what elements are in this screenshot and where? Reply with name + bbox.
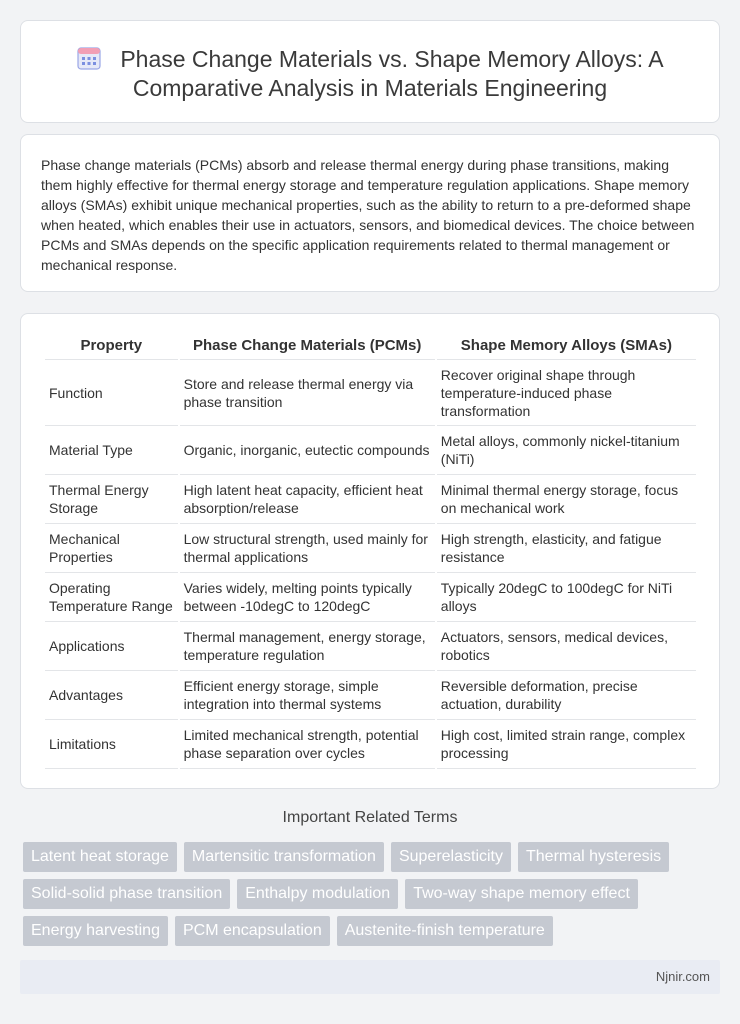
comparison-table: [43, 334, 698, 769]
table-cell-sma: Recover original shape through temperature-induced phase transformation: [437, 360, 696, 426]
calendar-grid-icon: [76, 45, 102, 71]
table-row: [45, 426, 696, 475]
table-cell-sma: High cost, limited strain range, complex processing: [437, 720, 696, 769]
table-cell-property: Function: [45, 360, 178, 426]
related-term-tag[interactable]: Superelasticity: [391, 842, 511, 872]
table-cell-property: Thermal Energy Storage: [45, 475, 178, 524]
table-cell-sma: Typically 20degC to 100degC for NiTi alloys: [437, 573, 696, 622]
related-term-tag[interactable]: Two-way shape memory effect: [405, 879, 638, 909]
table-cell-sma: Metal alloys, commonly nickel-titanium (NiTi): [437, 426, 696, 475]
table-cell-pcm: Store and release thermal energy via phase transition: [180, 360, 435, 426]
title-card: [20, 20, 720, 123]
table-cell-pcm: Low structural strength, used mainly for thermal applications: [180, 524, 435, 573]
related-term-tag[interactable]: Enthalpy modulation: [237, 879, 398, 909]
related-term-tag[interactable]: Martensitic transformation: [184, 842, 384, 872]
related-terms-heading: Important Related Terms: [282, 809, 458, 826]
related-terms-list: [23, 842, 703, 946]
related-term-tag[interactable]: Austenite-finish temperature: [337, 916, 553, 946]
table-cell-property: Limitations: [45, 720, 178, 769]
table-cell-sma: High strength, elasticity, and fatigue resistance: [437, 524, 696, 573]
table-row: [45, 475, 696, 524]
related-term-tag[interactable]: Thermal hysteresis: [518, 842, 669, 872]
page-title: Phase Change Materials vs. Shape Memory Alloys: A Comparative Analysis in Materials Engineering: [120, 46, 664, 101]
footer-bar: [20, 960, 720, 994]
intro-paragraph: Phase change materials (PCMs) absorb and release thermal energy during phase transitions, making them highly effective for thermal energy storage and temperature regulation applications. Shape memory alloys (SMAs) exhibit unique mechanical properties, such as the ability to return to a pre-deformed shape when heated, which enables their use in actuators, sensors, and biomedical devices. The choice between PCMs and SMAs depends on the specific application requirements related to thermal management or mechanical response.: [41, 157, 695, 273]
table-cell-sma: Minimal thermal energy storage, focus on mechanical work: [437, 475, 696, 524]
table-cell-sma: Reversible deformation, precise actuation, durability: [437, 671, 696, 720]
page-title-wrap: [21, 45, 719, 103]
table-row: [45, 622, 696, 671]
table-row: [45, 524, 696, 573]
table-cell-pcm: Thermal management, energy storage, temperature regulation: [180, 622, 435, 671]
table-header-row: [45, 334, 696, 360]
table-row: [45, 671, 696, 720]
related-term-tag[interactable]: Energy harvesting: [23, 916, 168, 946]
table-cell-pcm: Efficient energy storage, simple integration into thermal systems: [180, 671, 435, 720]
table-cell-pcm: Varies widely, melting points typically between -10degC to 120degC: [180, 573, 435, 622]
column-header-sma: Shape Memory Alloys (SMAs): [437, 334, 696, 360]
table-cell-pcm: Organic, inorganic, eutectic compounds: [180, 426, 435, 475]
related-term-tag[interactable]: Latent heat storage: [23, 842, 177, 872]
table-row: [45, 720, 696, 769]
related-term-tag[interactable]: PCM encapsulation: [175, 916, 330, 946]
footer-site-link[interactable]: Njnir.com: [655, 969, 710, 984]
table-cell-sma: Actuators, sensors, medical devices, robotics: [437, 622, 696, 671]
related-term-tag[interactable]: Solid-solid phase transition: [23, 879, 230, 909]
table-cell-property: Advantages: [45, 671, 178, 720]
table-cell-property: Applications: [45, 622, 178, 671]
table-cell-pcm: Limited mechanical strength, potential phase separation over cycles: [180, 720, 435, 769]
table-cell-property: Mechanical Properties: [45, 524, 178, 573]
table-row: [45, 360, 696, 426]
table-cell-property: Material Type: [45, 426, 178, 475]
comparison-table-card: [20, 313, 720, 789]
column-header-pcm: Phase Change Materials (PCMs): [180, 334, 435, 360]
intro-card: [20, 134, 720, 292]
table-cell-pcm: High latent heat capacity, efficient heat absorption/release: [180, 475, 435, 524]
table-cell-property: Operating Temperature Range: [45, 573, 178, 622]
table-row: [45, 573, 696, 622]
column-header-property: Property: [45, 334, 178, 360]
